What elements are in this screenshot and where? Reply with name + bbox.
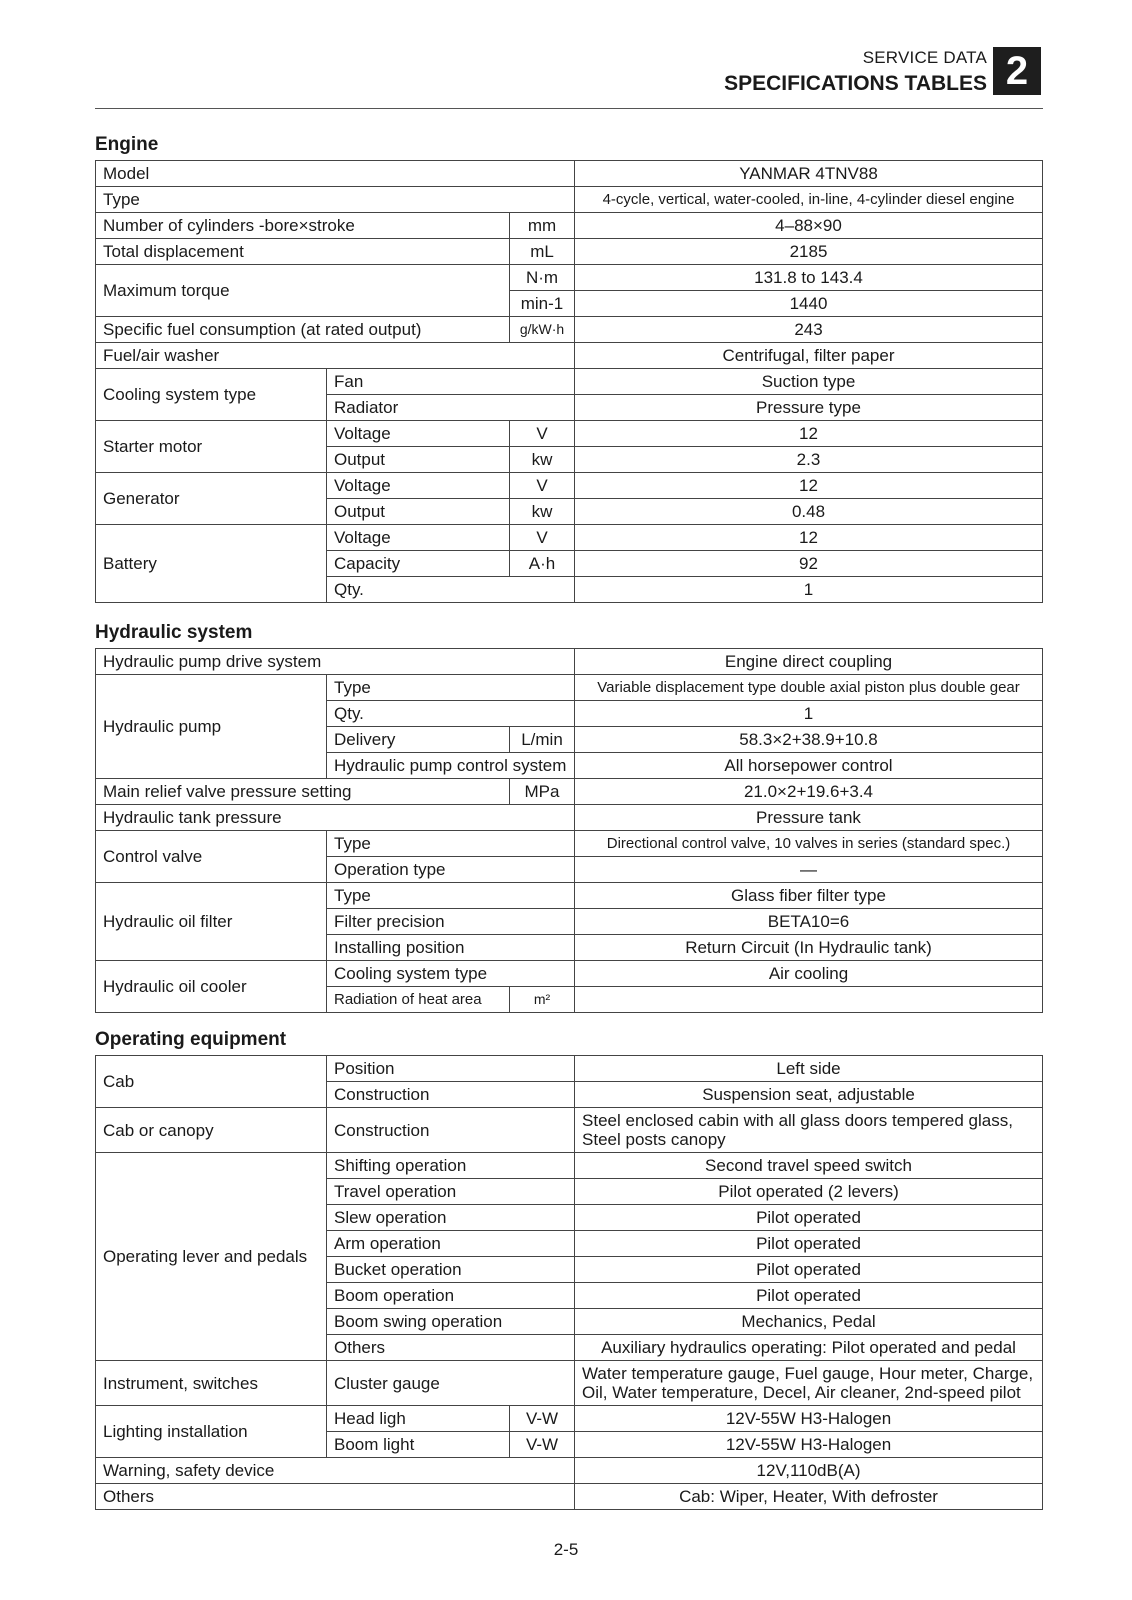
spec-value: Pressure tank <box>575 805 1043 831</box>
table-row <box>96 421 1043 447</box>
spec-value-line: Oil, Water temperature, Decel, Air cleaner, 2nd-speed pilot <box>582 1383 1021 1402</box>
spec-value: Auxiliary hydraulics operating: Pilot operated and pedal <box>575 1335 1043 1361</box>
spec-label: Hydraulic oil filter <box>96 883 327 961</box>
spec-value: Glass fiber filter type <box>575 883 1043 909</box>
table-row <box>96 369 1043 395</box>
table-row <box>96 675 1043 701</box>
spec-label: Lighting installation <box>96 1406 327 1458</box>
spec-sublabel: Head ligh <box>327 1406 510 1432</box>
table-row <box>96 1406 1043 1432</box>
spec-value: Suspension seat, adjustable <box>575 1082 1043 1108</box>
spec-value: 2185 <box>575 239 1043 265</box>
table-row <box>96 779 1043 805</box>
spec-value: Variable displacement type double axial piston plus double gear <box>575 675 1043 701</box>
spec-sublabel: Arm operation <box>327 1231 575 1257</box>
spec-sublabel: Position <box>327 1056 575 1082</box>
spec-value: 2.3 <box>575 447 1043 473</box>
section-label: SERVICE DATA <box>862 48 987 67</box>
spec-unit: mL <box>510 239 575 265</box>
spec-sublabel: Boom swing operation <box>327 1309 575 1335</box>
spec-label: Battery <box>96 525 327 603</box>
spec-value: 1 <box>575 701 1043 727</box>
spec-label: Cooling system type <box>96 369 327 421</box>
spec-value: 12V-55W H3-Halogen <box>575 1432 1043 1458</box>
spec-sublabel: Bucket operation <box>327 1257 575 1283</box>
spec-label: Main relief valve pressure setting <box>96 779 510 805</box>
spec-sublabel: Slew operation <box>327 1205 575 1231</box>
table-row <box>96 265 1043 291</box>
hydraulic-table <box>95 648 1043 1013</box>
table-row <box>96 883 1043 909</box>
spec-unit: V <box>510 473 575 499</box>
spec-sublabel: Output <box>327 447 510 473</box>
spec-sublabel: Type <box>327 831 575 857</box>
spec-label: Others <box>96 1484 575 1510</box>
table-row <box>96 239 1043 265</box>
spec-sublabel: Type <box>327 883 575 909</box>
page-number: 2-5 <box>553 1540 579 1559</box>
spec-value: Engine direct coupling <box>575 649 1043 675</box>
spec-sublabel: Operation type <box>327 857 575 883</box>
table-row <box>96 1056 1043 1082</box>
table-row <box>96 831 1043 857</box>
spec-value-line: Steel posts canopy <box>582 1130 726 1149</box>
spec-unit: A·h <box>510 551 575 577</box>
page-title: SPECIFICATIONS TABLES <box>724 72 987 95</box>
spec-sublabel: Installing position <box>327 935 575 961</box>
spec-value: Pressure type <box>575 395 1043 421</box>
spec-unit: min-1 <box>510 291 575 317</box>
spec-sublabel: Voltage <box>327 473 510 499</box>
spec-value: 58.3×2+38.9+10.8 <box>575 727 1043 753</box>
chapter-badge: 2 <box>993 47 1041 95</box>
spec-unit: L/min <box>510 727 575 753</box>
spec-label: Operating lever and pedals <box>96 1153 327 1361</box>
spec-label: Number of cylinders -bore×stroke <box>96 213 510 239</box>
spec-sublabel: Cooling system type <box>327 961 575 987</box>
spec-unit: kw <box>510 499 575 525</box>
spec-sublabel: Filter precision <box>327 909 575 935</box>
spec-unit: m² <box>510 987 575 1013</box>
spec-sublabel: Boom operation <box>327 1283 575 1309</box>
spec-value-line: Water temperature gauge, Fuel gauge, Hour meter, Charge, <box>582 1364 1034 1383</box>
table-row <box>96 1458 1043 1484</box>
spec-sublabel: Radiator <box>327 395 575 421</box>
spec-sublabel: Shifting operation <box>327 1153 575 1179</box>
spec-unit: V-W <box>510 1432 575 1458</box>
spec-unit: MPa <box>510 779 575 805</box>
table-row <box>96 805 1043 831</box>
spec-value <box>575 1361 1043 1406</box>
spec-label: Hydraulic pump <box>96 675 327 779</box>
page-header <box>95 44 1043 109</box>
spec-label: Hydraulic pump drive system <box>96 649 575 675</box>
spec-value: 12V-55W H3-Halogen <box>575 1406 1043 1432</box>
spec-unit: V-W <box>510 1406 575 1432</box>
spec-value: BETA10=6 <box>575 909 1043 935</box>
spec-value: 21.0×2+19.6+3.4 <box>575 779 1043 805</box>
table-row <box>96 161 1043 187</box>
spec-sublabel: Hydraulic pump control system <box>327 753 575 779</box>
spec-sublabel: Output <box>327 499 510 525</box>
spec-value-line: Steel enclosed cabin with all glass doors tempered glass, <box>582 1111 1013 1130</box>
spec-value: Return Circuit (In Hydraulic tank) <box>575 935 1043 961</box>
spec-value: 12 <box>575 525 1043 551</box>
table-row <box>96 649 1043 675</box>
table-row <box>96 317 1043 343</box>
spec-label: Specific fuel consumption (at rated output) <box>96 317 510 343</box>
spec-value: 12 <box>575 473 1043 499</box>
spec-value: All horsepower control <box>575 753 1043 779</box>
spec-sublabel: Radiation of heat area <box>327 987 510 1013</box>
table-row <box>96 961 1043 987</box>
operating-heading: Operating equipment <box>95 1029 287 1050</box>
spec-sublabel: Construction <box>327 1082 575 1108</box>
spec-label: Control valve <box>96 831 327 883</box>
spec-value: Pilot operated <box>575 1283 1043 1309</box>
table-row <box>96 1153 1043 1179</box>
spec-unit: V <box>510 421 575 447</box>
spec-value <box>575 1108 1043 1153</box>
spec-sublabel: Cluster gauge <box>327 1361 575 1406</box>
spec-value: Air cooling <box>575 961 1043 987</box>
table-row <box>96 213 1043 239</box>
spec-sublabel: Construction <box>327 1108 575 1153</box>
spec-value: 4-cycle, vertical, water-cooled, in-line, 4-cylinder diesel engine <box>575 187 1043 213</box>
spec-label: Hydraulic oil cooler <box>96 961 327 1013</box>
spec-value: 92 <box>575 551 1043 577</box>
spec-sublabel: Travel operation <box>327 1179 575 1205</box>
spec-value: Directional control valve, 10 valves in series (standard spec.) <box>575 831 1043 857</box>
spec-unit: mm <box>510 213 575 239</box>
spec-value: 0.48 <box>575 499 1043 525</box>
hydraulic-heading: Hydraulic system <box>95 622 253 643</box>
spec-value: Left side <box>575 1056 1043 1082</box>
table-row <box>96 1361 1043 1406</box>
spec-value: — <box>575 857 1043 883</box>
spec-value: Pilot operated <box>575 1257 1043 1283</box>
spec-label: Cab <box>96 1056 327 1108</box>
table-row <box>96 343 1043 369</box>
spec-value: Pilot operated <box>575 1231 1043 1257</box>
spec-label: Maximum torque <box>96 265 510 317</box>
operating-table <box>95 1055 1043 1510</box>
spec-value: 131.8 to 143.4 <box>575 265 1043 291</box>
spec-value: Mechanics, Pedal <box>575 1309 1043 1335</box>
spec-unit: V <box>510 525 575 551</box>
spec-sublabel: Boom light <box>327 1432 510 1458</box>
table-row <box>96 1108 1043 1153</box>
spec-value: YANMAR 4TNV88 <box>575 161 1043 187</box>
spec-value: 12 <box>575 421 1043 447</box>
spec-value <box>575 987 1043 1013</box>
table-row <box>96 473 1043 499</box>
table-row <box>96 1484 1043 1510</box>
spec-value: 1440 <box>575 291 1043 317</box>
spec-value: Pilot operated (2 levers) <box>575 1179 1043 1205</box>
spec-value: 1 <box>575 577 1043 603</box>
spec-value: Cab: Wiper, Heater, With defroster <box>575 1484 1043 1510</box>
spec-sublabel: Qty. <box>327 701 575 727</box>
spec-label: Hydraulic tank pressure <box>96 805 575 831</box>
spec-unit: g/kW·h <box>510 317 575 343</box>
spec-label: Type <box>96 187 575 213</box>
spec-label: Cab or canopy <box>96 1108 327 1153</box>
spec-unit: N·m <box>510 265 575 291</box>
spec-value: Second travel speed switch <box>575 1153 1043 1179</box>
spec-value: 243 <box>575 317 1043 343</box>
spec-sublabel: Voltage <box>327 421 510 447</box>
spec-label: Warning, safety device <box>96 1458 575 1484</box>
spec-label: Instrument, switches <box>96 1361 327 1406</box>
spec-value: 4–88×90 <box>575 213 1043 239</box>
spec-sublabel: Capacity <box>327 551 510 577</box>
spec-sublabel: Delivery <box>327 727 510 753</box>
table-row <box>96 525 1043 551</box>
spec-label: Model <box>96 161 575 187</box>
spec-label: Total displacement <box>96 239 510 265</box>
spec-unit: kw <box>510 447 575 473</box>
spec-sublabel: Type <box>327 675 575 701</box>
spec-sublabel: Voltage <box>327 525 510 551</box>
spec-value: Pilot operated <box>575 1205 1043 1231</box>
spec-label: Fuel/air washer <box>96 343 575 369</box>
spec-label: Generator <box>96 473 327 525</box>
spec-label: Starter motor <box>96 421 327 473</box>
engine-heading: Engine <box>95 134 159 155</box>
spec-sublabel: Qty. <box>327 577 575 603</box>
spec-value: 12V,110dB(A) <box>575 1458 1043 1484</box>
spec-sublabel: Fan <box>327 369 575 395</box>
spec-value: Suction type <box>575 369 1043 395</box>
spec-value: Centrifugal, filter paper <box>575 343 1043 369</box>
spec-sublabel: Others <box>327 1335 575 1361</box>
table-row <box>96 187 1043 213</box>
engine-table <box>95 160 1043 603</box>
